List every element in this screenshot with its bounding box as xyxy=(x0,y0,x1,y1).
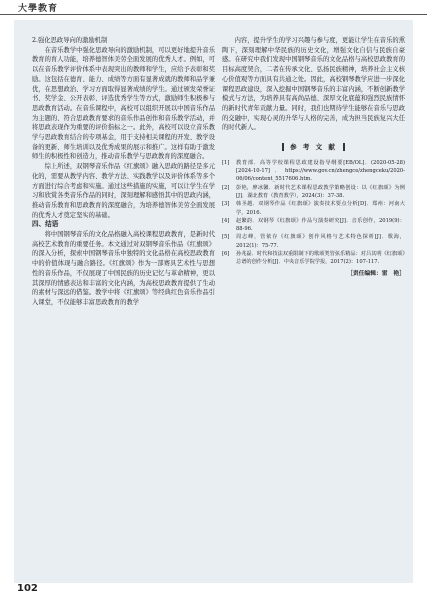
section-heading: 四、结语 xyxy=(32,220,59,229)
reference-item: [5] 周志峰，管依存《红旗颂》创作风格与艺术特色探析[J]．歌海，2012(1)：75-77. xyxy=(222,234,405,249)
page-number: 102 xyxy=(17,583,38,594)
header-rule xyxy=(0,14,427,15)
reference-item: [6] 孙兆磊．时代和技法双重限制下的歌颂类管弦乐精品：对吕其明《红旗颂》总谱的创作分析[J]．中央音乐学院学报，2017(2)：107-117. xyxy=(222,251,405,266)
paragraph: 综上所述，双钢琴音乐作品《红旗颂》融入思政的路径是多元化的，需要从教学内容、教学方法、实践教学以及评价体系等多个方面进行综合考虑和实施。通过这些措施的实施，可以让学生在学习和欣赏各类音乐作品的同时，深刻理解和感悟其中的思政内涵，推动音乐教育和思政教育的深度融合，为培养德智体美劳全面发展的优秀人才奠定坚实的基础。 xyxy=(32,163,215,219)
running-header xyxy=(0,0,427,14)
reference-item: [1] 教育部．高等学校课程思政建设指导纲要[EB/OL]．(2020-05-28)[2024-10-17]．https://www.gov.cn/zhengce/zhengceku/2020-06/06/content_5517606.htm. xyxy=(222,159,405,183)
reference-item: [2] 彭艳，廖冰馨．新时代艺术课程思政教学策略创设：以《红旗颂》为例[J]．湖北教育（教育教学），2024(3)：37-38. xyxy=(222,184,405,199)
reference-item: [4] 赵繁韵．双钢琴《红旗颂》作品与演奏研究[J]．音乐创作，2019(9)：88-96. xyxy=(222,217,405,233)
paragraph: 在音乐教学中强化思政导向的激励机制，可以更好地提升音乐教育的育人功能，培养德智体美劳全面发展的优秀人才。例如，可以在音乐教学评价体系中表现突出的教师和学生，应给予表彰和奖励。这包括在德育、能力、成绩等方面有显著成就的教师和品学兼优，在思想政治、学习方面取得显著成绩的学生。通过颁发荣誉证书、奖学金、公开表彰、评选优秀学生等方式，激励师生积极参与思政教育活动。在音乐课程中，高校可以组织开展以中国音乐作品为主题的、符合思政教育要求的音乐作品创作和音乐教学活动，并将思政表现作为重要的评价指标之一。此外，高校可以设立音乐教学与思政教育结合的专项基金，用于支持相关课程的开发、教学设备的更新、师生培训以及优秀成果的展示和推广。这样有助于激发师生的积极性和创造力，推动音乐教学与思政教育的深度融合。 xyxy=(32,46,215,161)
left-column xyxy=(32,36,215,308)
paragraph: 将中国钢琴音乐的文化品格融入高校课程思政教育，是新时代高校艺术教育的重要任务。本文通过对双钢琴音乐作品《红旗颂》的深入分析，探索中国钢琴音乐中独特的文化品格在高校思政教育中的价值体现与融合路径。《红旗颂》作为一部赛具艺术性与思想性的音乐作品，不仅展现了中国民族的历史记忆与革命精神，更以其深厚的情感表达和丰富的文化内涵，为高校思政教育提供了生动的素材与深远的借鉴。教学中将《红旗颂》等经典红色音乐作品引入课堂，不仅能够丰富思政教育的教学 xyxy=(32,231,215,306)
paragraph: 内容，提升学生的学习兴趣与参与度，更能让学生在音乐的熏陶下，深刻理解中华民族的历史文化，增强文化自信与民族自豪感。在研究中我们发现中国钢琴音乐的文化品格与高校思政教育的目标高度契合，二者在传承文化、弘扬民族精神，培养社会主义核心价值观等方面具有共通之处。因此，高校钢琴教学应进一步深化课程思政建设，深入挖掘中国钢琴音乐的丰富内涵，不断创新教学模式与方法，为培养具有高尚品德、深厚文化底蕴和强烈民族情怀的新时代青年贡献力量。同时，我们也期待学生能够在音乐与思政的交融中，实现心灵的升华与人格的完善，成为担当民族复兴大任的时代新人。 xyxy=(222,37,405,132)
subsection-heading: 2.强化思政导向的激励机制 xyxy=(32,37,108,44)
references-title: 参 考 文 献 xyxy=(222,143,405,153)
journal-name: 大學教育 xyxy=(18,4,59,14)
editor-credit: ［责任编辑：雷 艳］ xyxy=(347,270,405,277)
right-column xyxy=(222,36,405,279)
reference-item: [3] 韩圣越．双钢琴作品《红旗颂》演奏技术要点分析[D]．郑州：河南大学，2016. xyxy=(222,201,405,216)
